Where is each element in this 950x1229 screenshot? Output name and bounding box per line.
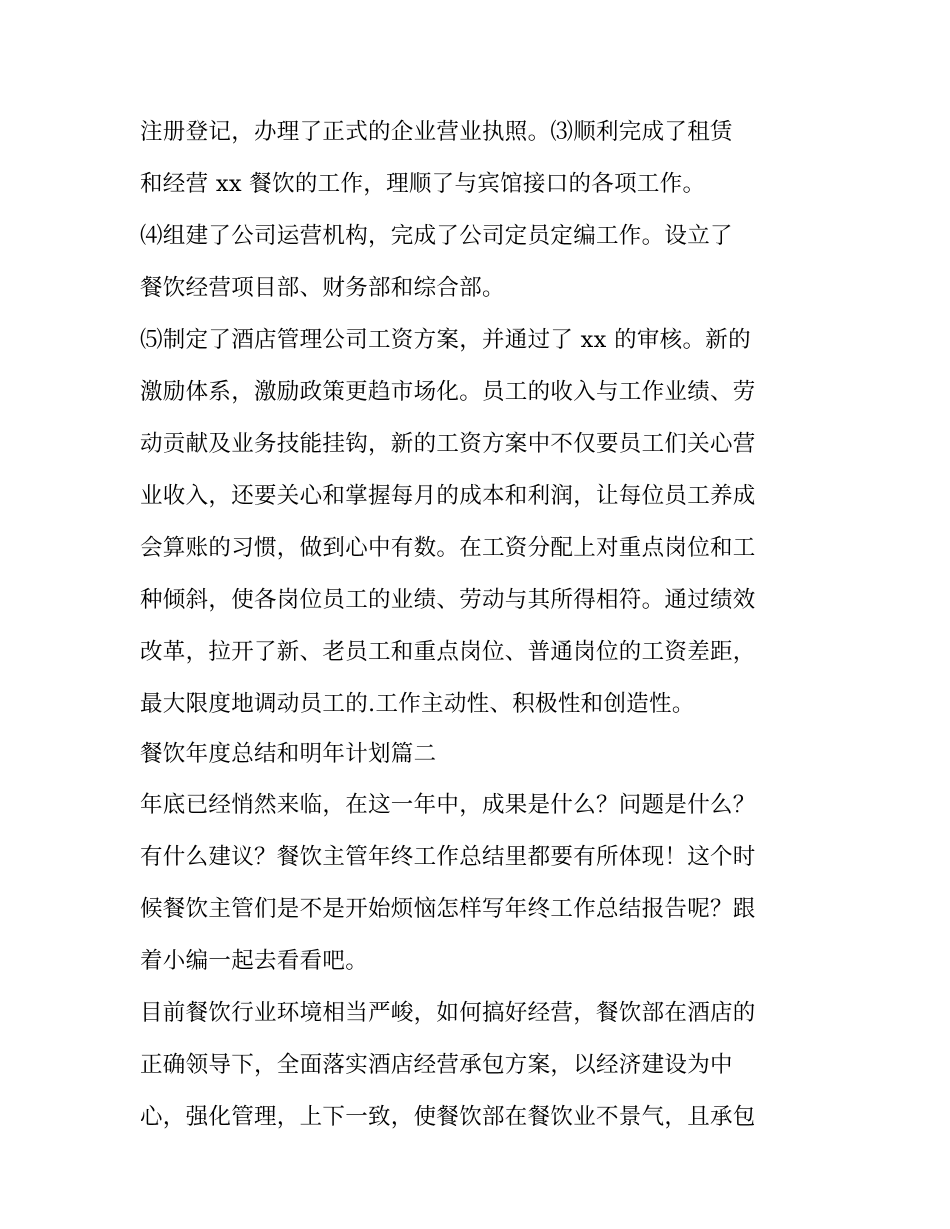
text-line: 候餐饮主管们是不是开始烦恼怎样写年终工作总结报告呢？跟 [140,896,756,922]
text-line: ⑸制定了酒店管理公司工资方案，并通过了 xx 的审核。新的 [140,327,751,353]
text-line: 有什么建议？餐饮主管年终工作总结里都要有所体现！这个时 [140,844,756,870]
text-line: 业收入，还要关心和掌握每月的成本和利润，让每位员工养成 [140,483,756,509]
text-line: 和经营 xx 餐饮的工作，理顺了与宾馆接口的各项工作。 [140,171,706,197]
text-line: 激励体系，激励政策更趋市场化。员工的收入与工作业绩、劳 [140,379,756,405]
section-heading: 餐饮年度总结和明年计划篇二 [140,741,437,767]
text-line: 目前餐饮行业环境相当严峻，如何搞好经营，餐饮部在酒店的 [140,1000,756,1026]
text-line: 会算账的习惯，做到心中有数。在工资分配上对重点岗位和工 [140,535,756,561]
text-line: 年底已经悄然来临，在这一年中，成果是什么？问题是什么？ [140,792,756,818]
text-line: 着小编一起去看看吧。 [140,948,369,974]
text-line: 改革，拉开了新、老员工和重点岗位、普通岗位的工资差距， [140,639,756,665]
text-line: 正确领导下，全面落实酒店经营承包方案，以经济建设为中 [140,1052,733,1078]
text-line: 注册登记，办理了正式的企业营业执照。⑶顺利完成了租赁 [140,119,733,145]
text-line: 动贡献及业务技能挂钩，新的工资方案中不仅要员工们关心营 [140,431,756,457]
text-line: 餐饮经营项目部、财务部和综合部。 [140,275,505,301]
text-line: 最大限度地调动员工的.工作主动性、积极性和创造性。 [140,691,695,717]
document-body [140,106,820,1143]
text-line: 种倾斜，使各岗位员工的业绩、劳动与其所得相符。通过绩效 [140,587,756,613]
text-line: ⑷组建了公司运营机构，完成了公司定员定编工作。设立了 [140,223,733,249]
text-line: 心，强化管理，上下一致，使餐饮部在餐饮业不景气，且承包 [140,1104,756,1130]
